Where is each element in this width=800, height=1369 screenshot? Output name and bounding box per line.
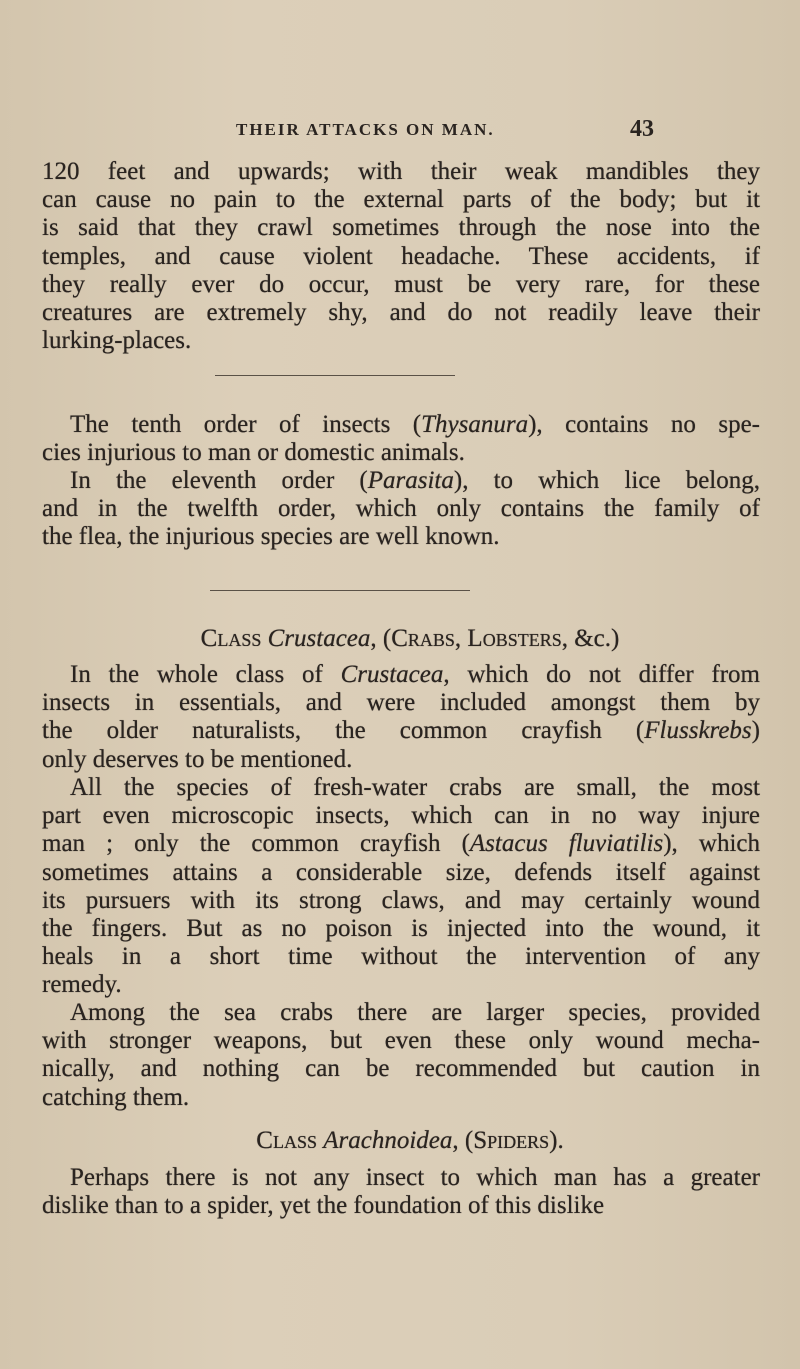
paragraph (42, 158, 760, 355)
text-segment: Perhaps there is not any insect to which man has a greater (70, 1164, 760, 1191)
italic-text: Crustacea (340, 661, 444, 688)
text-segment: and in the twelfth order, which only contains the family of (42, 495, 760, 523)
text-line (42, 439, 760, 467)
text-line (42, 999, 760, 1027)
italic-text: Crustacea (267, 625, 371, 652)
text-segment: ). (549, 1127, 564, 1154)
text-segment: , which do not differ from (443, 661, 760, 688)
running-title: THEIR ATTACKS ON MAN. (236, 120, 495, 139)
text-line (42, 859, 760, 887)
text-segment: creatures are extremely shy, and do not readily leave their (42, 298, 760, 326)
small-caps-text: Crabs (391, 625, 455, 652)
paragraph (42, 467, 760, 552)
text-segment: All the species of fresh-water crabs are small, the most (70, 774, 760, 801)
text-segment: temples, and cause violent headache. These accidents, if (42, 242, 760, 270)
text-line (42, 327, 760, 355)
text-line (42, 830, 760, 858)
text-line (42, 1164, 760, 1192)
paragraph (42, 661, 760, 774)
text-segment: its pursuers with its strong claws, and may certainly wound (42, 886, 760, 914)
section-heading-arachnoidea (0, 1127, 800, 1155)
text-segment: they really ever do occur, must be very rare, for these (42, 270, 760, 298)
text-line (42, 943, 760, 971)
italic-text: Astacus fluviatilis (469, 830, 664, 858)
text-line (42, 746, 760, 774)
text-segment: ) (751, 717, 760, 745)
italic-text: Thysanura (421, 411, 529, 438)
text-segment: is said that they crawl sometimes through the nose into the (42, 214, 760, 242)
text-segment: catching them. (42, 1083, 190, 1111)
small-caps-text: Spiders (473, 1127, 550, 1154)
text-line (42, 774, 760, 802)
text-line (42, 243, 760, 271)
text-line (42, 717, 760, 745)
text-segment: insects in essentials, and were included amongst them by (42, 689, 760, 717)
italic-text: Arachnoidea (323, 1127, 453, 1154)
paragraph (42, 999, 760, 1112)
paragraph (42, 774, 760, 1000)
text-line (42, 887, 760, 915)
italic-text: Flusskrebs (644, 717, 752, 745)
text-segment: heals in a short time without the intervention of any (42, 943, 760, 971)
text-segment: , (454, 625, 468, 652)
section-heading-crustacea (0, 625, 800, 653)
text-segment: sometimes attains a considerable size, defends itself against (42, 858, 760, 886)
text-line (42, 1027, 760, 1055)
text-segment: the flea, the injurious species are well known. (42, 523, 500, 551)
text-line (42, 271, 760, 299)
section-divider (210, 590, 470, 591)
section-divider (215, 375, 455, 376)
text-line (42, 689, 760, 717)
text-line (42, 1084, 760, 1112)
text-line (42, 523, 760, 551)
text-segment: ), which (663, 830, 761, 858)
text-segment: The tenth order of insects ( (70, 411, 422, 438)
text-segment: the fingers. But as no poison is injected into the wound, it (42, 914, 760, 942)
italic-text: Parasita (367, 467, 454, 494)
text-segment: with stronger weapons, but even these only wound mecha- (42, 1027, 760, 1055)
text-segment: part even microscopic insects, which can in no way injure (42, 802, 760, 830)
text-segment: ), contains no spe- (528, 411, 760, 438)
text-line (42, 1055, 760, 1083)
text-line (42, 495, 760, 523)
text-segment: cies injurious to man or domestic animals. (42, 439, 465, 467)
text-line (42, 214, 760, 242)
text-segment: the older naturalists, the common crayfish ( (42, 717, 645, 745)
text-segment: only deserves to be mentioned. (42, 745, 353, 773)
text-segment: In the eleventh order ( (70, 467, 368, 494)
paragraph (42, 411, 760, 467)
text-segment: nically, and nothing can be recommended but caution in (42, 1055, 760, 1083)
text-segment: , ( (370, 625, 392, 652)
text-line (42, 971, 760, 999)
page-number: 43 (630, 116, 654, 142)
text-segment: In the whole class of (70, 661, 341, 688)
text-line (42, 802, 760, 830)
text-line (42, 467, 760, 495)
paragraph (42, 1164, 760, 1220)
small-caps-text: Lobsters (467, 625, 562, 652)
text-segment: man ; only the common crayfish ( (42, 830, 470, 858)
text-line (42, 158, 760, 186)
small-caps-text: Class (256, 1127, 317, 1154)
small-caps-text: Class (200, 625, 262, 652)
text-line (42, 915, 760, 943)
text-segment: dislike than to a spider, yet the foundation of this dislike (42, 1192, 605, 1220)
text-line (42, 411, 760, 439)
text-segment: remedy. (42, 971, 122, 999)
text-segment: can cause no pain to the external parts of the body; but it (42, 186, 760, 214)
text-segment: lurking-places. (42, 327, 192, 355)
text-line (42, 186, 760, 214)
text-segment: , ( (452, 1127, 474, 1154)
text-line (42, 661, 760, 689)
text-segment: ), to which lice belong, (453, 467, 760, 494)
text-segment: , &c.) (561, 625, 620, 652)
text-line (42, 1192, 760, 1220)
text-line (42, 299, 760, 327)
text-segment: Among the sea crabs there are larger species, provided (70, 999, 760, 1026)
text-segment: 120 feet and upwards; with their weak mandibles they (42, 158, 760, 185)
